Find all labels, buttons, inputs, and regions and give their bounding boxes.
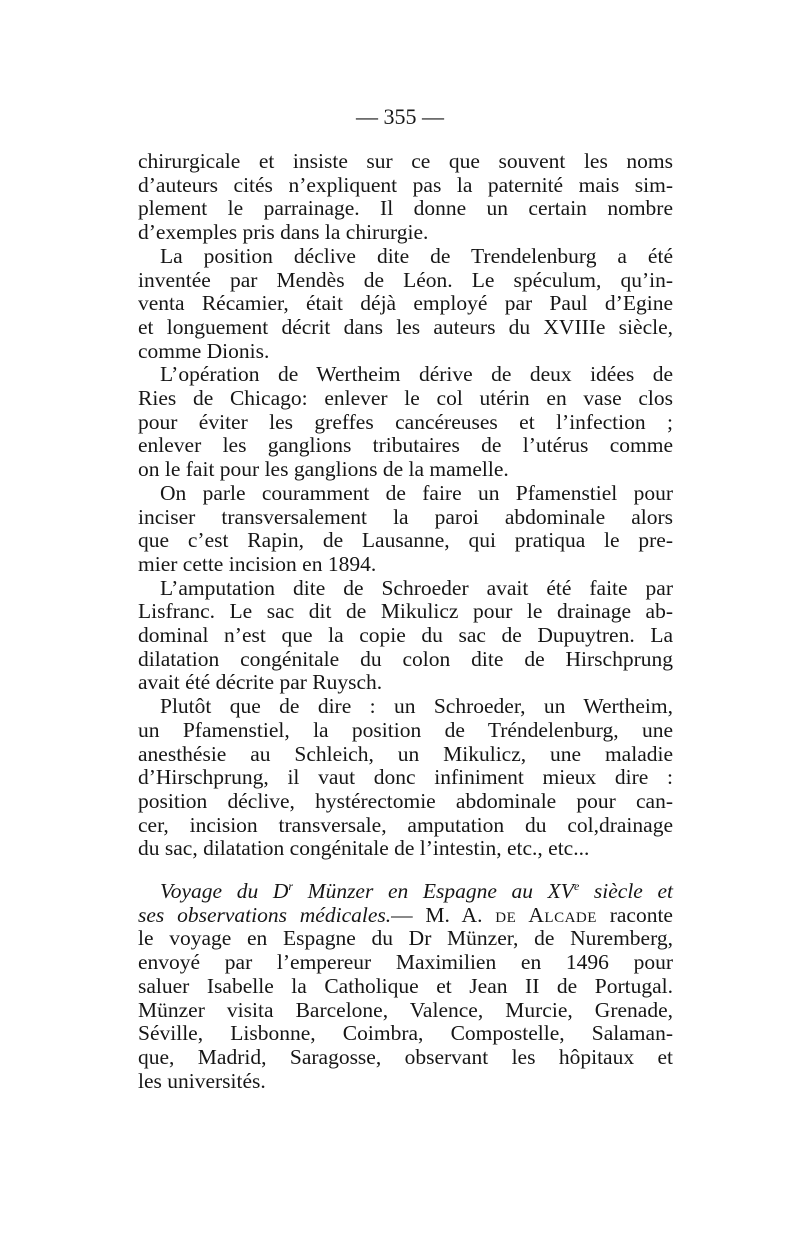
text-line: d’Hirschprung, il vaut donc infiniment mieux dire :: [138, 765, 673, 790]
text-line: La position déclive dite de Trendelenburg a été: [160, 243, 673, 268]
text-line: dilatation congénitale du colon dite de Hirschprung: [138, 646, 673, 671]
text-line: Séville, Lisbonne, Coimbra, Compostelle, Salaman-: [138, 1021, 673, 1046]
byline-verb: raconte: [596, 902, 673, 927]
text-line: L’opération de Wertheim dérive de deux idées de: [160, 362, 673, 387]
text-line: position déclive, hystérectomie abdominale pour can-: [138, 788, 673, 813]
text-line: saluer Isabelle la Catholique et Jean II de Portugal.: [138, 973, 673, 998]
text-line: inciser transversalement la paroi abdominale alors: [138, 504, 673, 529]
text-line: comme Dionis.: [138, 338, 270, 363]
text-line: que, Madrid, Saragosse, observant les hôpitaux et: [138, 1044, 673, 1069]
byline-dash: — M. A.: [391, 902, 496, 927]
article-title-line: [138, 880, 673, 904]
text-line: les universités.: [138, 1068, 266, 1093]
paragraph-6: [138, 695, 673, 861]
text-line: pour éviter les greffes cancéreuses et l’infection ;: [138, 409, 673, 434]
text-line: d’exemples pris dans la chirurgie.: [138, 220, 429, 245]
text-line: mier cette incision en 1894.: [138, 551, 377, 576]
text-line: Ries de Chicago: enlever le col utérin en vase clos: [138, 386, 673, 411]
paragraph-3: [138, 363, 673, 482]
text-line: inventée par Mendès de Léon. Le spéculum, qu’in-: [138, 267, 673, 292]
article-title-sup: r: [288, 879, 294, 893]
text-line: venta Récamier, était déjà employé par Paul d’Egine: [138, 291, 673, 316]
text-line: Plutôt que de dire : un Schroeder, un Wertheim,: [160, 694, 673, 719]
page-number: — 355 —: [356, 104, 444, 129]
text-line: chirurgicale et insiste sur ce que souvent les noms: [138, 149, 673, 173]
text-line: et longuement décrit dans les auteurs du XVIIIe siècle,: [138, 314, 673, 339]
text-line: cer, incision transversale, amputation du col,drainage: [138, 812, 673, 837]
article-section: [138, 880, 673, 1093]
article-title-part: Münzer en Espagne au XV: [293, 879, 574, 903]
text-line: plement le parrainage. Il donne un certain nombre: [138, 196, 673, 221]
main-text: [138, 150, 673, 861]
text-line: d’auteurs cités n’expliquent pas la paternité mais sim-: [138, 172, 673, 197]
paragraph-1: [138, 150, 673, 245]
text-line: avait été décrite par Ruysch.: [138, 670, 383, 695]
text-line: anesthésie au Schleich, un Mikulicz, une maladie: [138, 741, 673, 766]
paragraph-2: [138, 245, 673, 364]
text-line: on le fait pour les ganglions de la mamelle.: [138, 457, 509, 482]
text-line: On parle couramment de faire un Pfamenstiel pour: [160, 480, 673, 505]
paragraph-5: [138, 577, 673, 696]
article-title-part: Voyage du D: [160, 879, 289, 903]
text-line: L’amputation dite de Schroeder avait été faite par: [160, 575, 673, 600]
text-line: du sac, dilatation congénitale de l’intestin, etc., etc...: [138, 836, 590, 861]
text-line: que c’est Rapin, de Lausanne, qui pratiqua le pre-: [138, 528, 673, 553]
article-title-sup: e: [573, 879, 580, 893]
paragraph-4: [138, 482, 673, 577]
text-line: Lisfranc. Le sac dit de Mikulicz pour le drainage ab-: [138, 599, 673, 624]
text-line: un Pfamenstiel, la position de Tréndelenburg, une: [138, 717, 673, 742]
article-byline: [138, 904, 673, 928]
article-title-part: ses observations médicales.: [138, 902, 392, 927]
text-line: Münzer visita Barcelone, Valence, Murcie, Grenade,: [138, 997, 673, 1022]
text-line: dominal n’est que la copie du sac de Dupuytren. La: [138, 623, 673, 648]
author-name: de Alcade: [495, 902, 597, 927]
article-title-part: siècle et: [579, 879, 673, 903]
text-line: le voyage en Espagne du Dr Münzer, de Nuremberg,: [138, 926, 673, 951]
text-line: enlever les ganglions tributaires de l’utérus comme: [138, 433, 673, 458]
text-line: envoyé par l’empereur Maximilien en 1496 pour: [138, 950, 673, 975]
